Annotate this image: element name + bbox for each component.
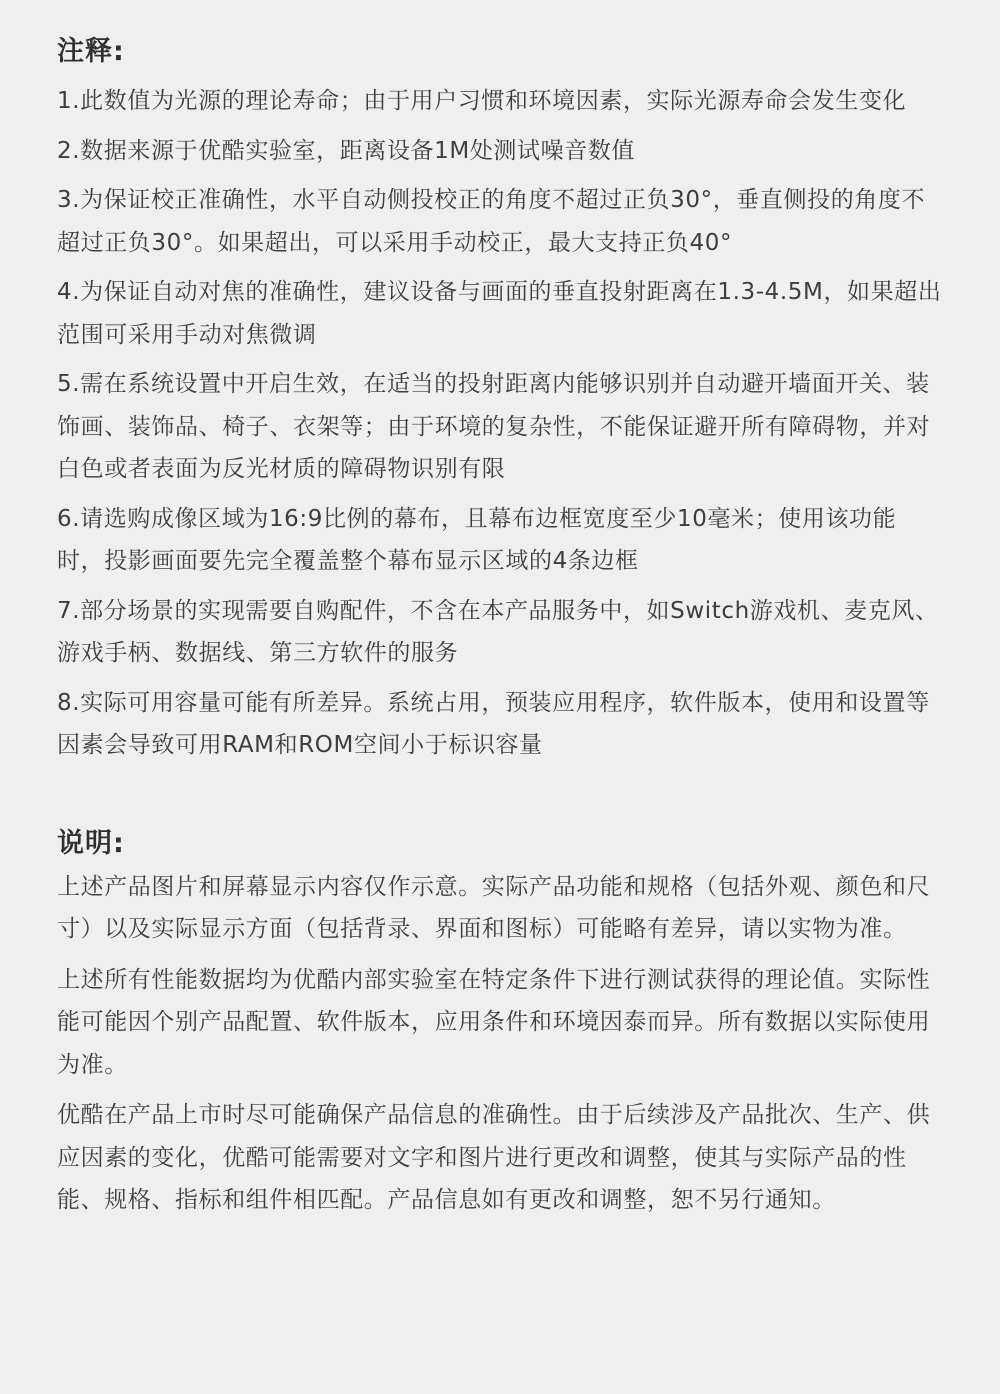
notes-title: 注释: xyxy=(57,36,125,67)
note-item-2: 2.数据来源于优酷实验室，距离设备1M处测试噪音数值 xyxy=(57,137,636,164)
note-item-7: 7.部分场景的实现需要自购配件，不含在本产品服务中，如Switch游戏机、麦克风、游戏手柄、数据线、第三方软件的服务 xyxy=(57,597,939,666)
description-paragraph-3: 优酷在产品上市时尽可能确保产品信息的准确性。由于后续涉及产品批次、生产、供应因素的变化，优酷可能需要对文字和图片进行更改和调整，使其与实际产品的性能、规格、指标和组件相匹配。产品信息如有更改和调整，恕不另行通知。 xyxy=(57,1102,931,1213)
note-item-3: 3.为保证校正准确性，水平自动侧投校正的角度不超过正负30°，垂直侧投的角度不超过正负30°。如果超出，可以采用手动校正，最大支持正负40° xyxy=(57,187,926,256)
description-paragraph-1: 上述产品图片和屏幕显示内容仅作示意。实际产品功能和规格（包括外观、颜色和尺寸）以及实际显示方面（包括背录、界面和图标）可能略有差异，请以实物为准。 xyxy=(57,873,931,942)
note-item-6: 6.请选购成像区域为16:9比例的幕布，且幕布边框宽度至少10毫米；使用该功能时，投影画面要先完全覆盖整个幕布显示区域的4条边框 xyxy=(57,505,897,574)
note-item-1: 1.此数值为光源的理论寿命；由于用户习惯和环境因素，实际光源寿命会发生变化 xyxy=(57,88,907,114)
section-spacer xyxy=(57,774,942,822)
description-section xyxy=(57,822,942,1222)
note-item-5: 5.需在系统设置中开启生效，在适当的投射距离内能够识别并自动避开墙面开关、装饰画、装饰品、椅子、衣架等；由于环境的复杂性，不能保证避开所有障碍物，并对白色或者表面为反光材质的障碍物识别有限 xyxy=(57,371,931,482)
description-title: 说明: xyxy=(57,827,125,859)
notes-section xyxy=(57,30,942,767)
note-item-8: 8.实际可用容量可能有所差异。系统占用，预装应用程序，软件版本，使用和设置等因素会导致可用RAM和ROM空间小于标识容量 xyxy=(57,689,930,758)
description-paragraph-2: 上述所有性能数据均为优酷内部实验室在特定条件下进行测试获得的理论值。实际性能可能因个别产品配置、软件版本，应用条件和环境因泰而异。所有数据以实际使用为准。 xyxy=(57,966,931,1078)
note-item-4: 4.为保证自动对焦的准确性，建议设备与画面的垂直投射距离在1.3-4.5M，如果超出范围可采用手动对焦微调 xyxy=(57,279,942,348)
